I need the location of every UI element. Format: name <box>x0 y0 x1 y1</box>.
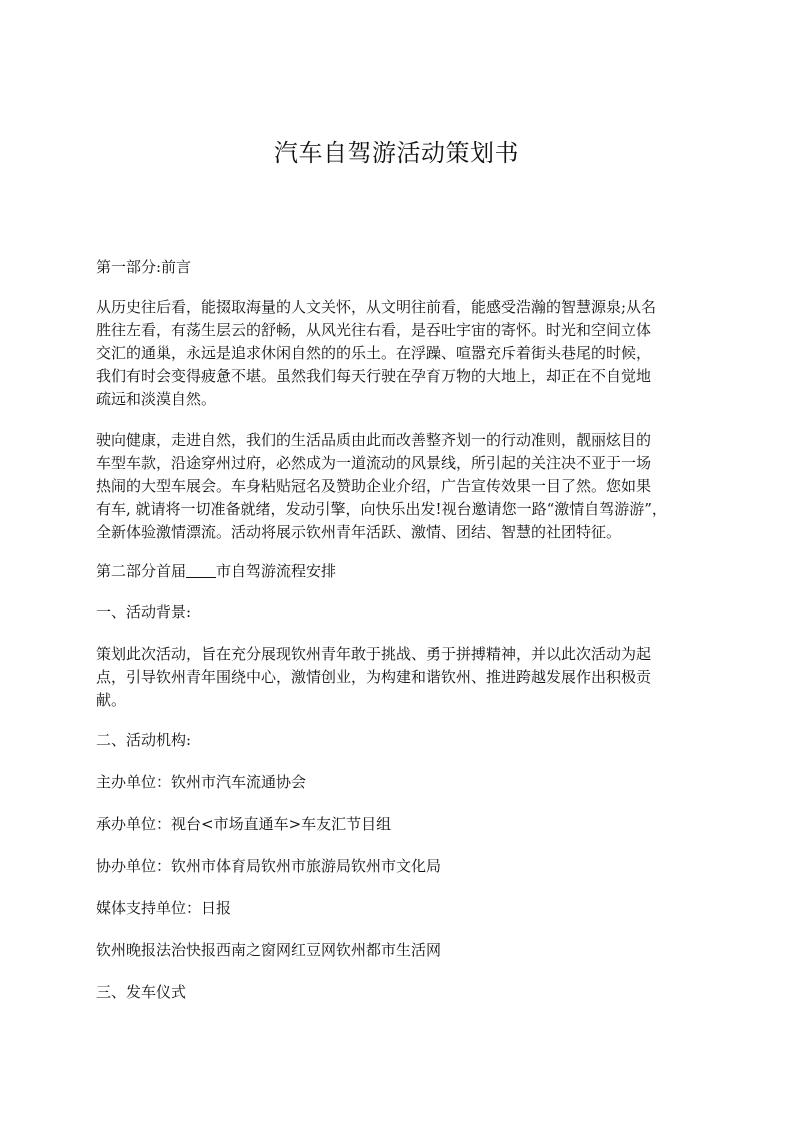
paragraph-line: 胜往左看，有荡生层云的舒畅，从风光往右看，是吞吐宇宙的寄怀。时光和空间立体 <box>96 321 652 339</box>
paragraph-line: 热闹的大型车展会。车身粘贴冠名及赞助企业介绍，广告宣传效果一目了然。您如果 <box>96 477 652 495</box>
paragraph-line: 点，引导钦州青年围绕中心，激情创业，为构建和谐钦州、推进跨越发展作出积极贡 <box>96 668 652 686</box>
media-support-line: 媒体支持单位：日报 <box>96 899 232 917</box>
blank-underline <box>186 562 216 578</box>
paragraph-line: 交汇的通巢，永远是追求休闲自然的的乐土。在浮躁、喧嚣充斥着街头巷尾的时候， <box>96 344 652 362</box>
paragraph-line: 疏远和淡漠自然。 <box>96 390 217 408</box>
paragraph-line: 献。 <box>96 691 127 709</box>
paragraph-background <box>96 643 702 712</box>
document-body <box>96 256 702 1022</box>
part1-heading: 第一部分:前言 <box>96 258 192 276</box>
section-organization-heading: 二、活动机构: <box>96 731 192 749</box>
paragraph-line: 策划此次活动，旨在充分展现钦州青年敢于挑战、勇于拼搏精神，并以此次活动为起 <box>96 645 652 663</box>
undertaker-line: 承办单位：视台<市场直通车>车友汇节目组 <box>96 815 392 833</box>
part2-heading <box>96 560 702 583</box>
document-title: 汽车自驾游活动策划书 <box>274 139 519 167</box>
paragraph-intro-2 <box>96 429 702 544</box>
part2-heading-prefix: 第二部分首届 <box>96 562 187 580</box>
section-launch-ceremony-heading: 三、发车仪式 <box>96 983 187 1001</box>
paragraph-intro-1 <box>96 296 702 411</box>
paragraph-line: 从历史往后看，能掇取海量的人文关怀，从文明往前看，能感受浩瀚的智慧源泉;从名 <box>96 298 657 316</box>
paragraph-line: 我们有时会变得疲惫不堪。虽然我们每天行驶在孕育万物的大地上，却正在不自觉地 <box>96 367 652 385</box>
paragraph-line: 车型车款，沿途穿州过府，必然成为一道流动的风景线，所引起的关注决不亚于一场 <box>96 454 652 472</box>
part2-heading-suffix: 市自驾游流程安排 <box>216 562 337 580</box>
paragraph-line: 全新体验激情漂流。活动将展示钦州青年活跃、激情、团结、智慧的社团特征。 <box>96 523 622 541</box>
paragraph-line: 有车, 就请将一切准备就绪，发动引擎，向快乐出发!视台邀请您一路“激情自驾游游”， <box>96 500 667 518</box>
organizer-line: 主办单位：钦州市汽车流通协会 <box>96 773 307 791</box>
paragraph-line: 驶向健康，走进自然，我们的生活品质由此而改善整齐划一的行动准则，靓丽炫目的 <box>96 431 652 449</box>
co-organizer-line: 协办单位：钦州市体育局钦州市旅游局钦州市文化局 <box>96 857 442 875</box>
section-background-heading: 一、活动背景: <box>96 603 192 621</box>
media-list-line: 钦州晚报法治快报西南之窗网红豆网钦州都市生活网 <box>96 941 442 959</box>
